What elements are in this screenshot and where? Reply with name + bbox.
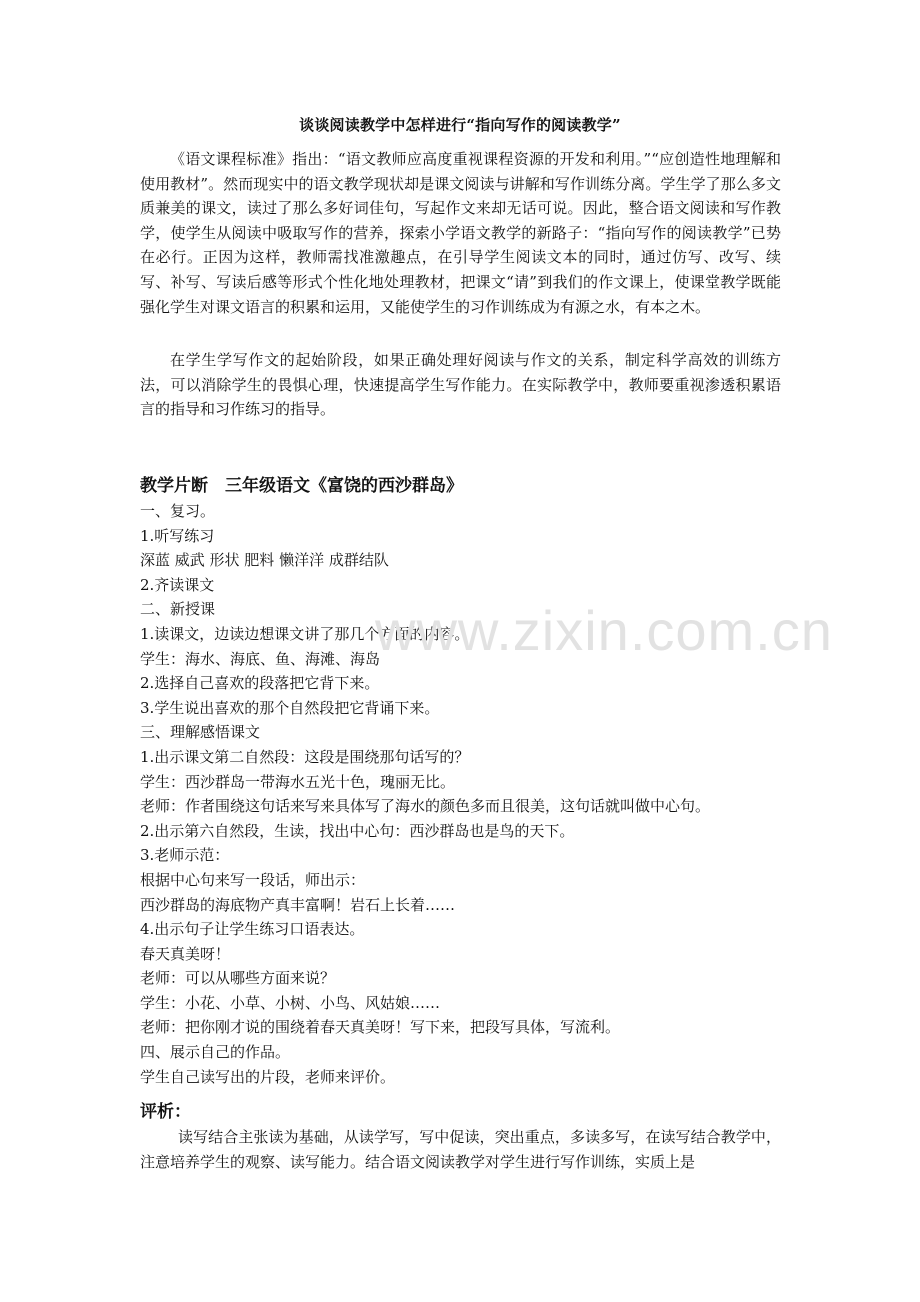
intro-paragraph-2: 在学生学写作文的起始阶段，如果正确处理好阅读与作文的关系，制定科学高效的训练方法，可以消除学生的畏惧心理，快速提高学生写作能力。在实际教学中，教师要重视渗透积累语言的指导和习作练习的指导。 [140,351,781,419]
lesson-line: 学生：小花、小草、小树、小鸟、风姑娘…… [140,993,441,1012]
lesson-line: 二、新授课 [140,600,216,619]
lesson-line: 老师：把你刚才说的围绕着春天真美呀！写下来，把段写具体，写流利。 [140,1018,621,1037]
lesson-line: 四、展示自己的作品。 [140,1043,291,1062]
lesson-line: 根据中心句来写一段话，师出示： [140,870,366,889]
document-title: 谈谈阅读教学中怎样进行“指向写作的阅读教学” [299,116,621,134]
lesson-line: 春天真美呀！ [140,944,231,963]
intro-paragraph-1: 《语文课程标准》指出：“语文教师应高度重视课程资源的开发和利用。”“应创造性地理解和使用教材”。然而现实中的语文教学现状却是课文阅读与讲解和写作训练分离。学生学了那么多文质兼美的课文，读过了那么多好词佳句，写起作文来却无话可说。因此，整合语文阅读和写作教学，使学生从阅读中吸取写作的营养，探索小学语文教学的新路子：“指向写作的阅读教学”已势在必行。正因为这样，教师需找准激趣点，在引导学生阅读文本的同时，通过仿写、改写、续写、补写、写读后感等形式个性化地处理教材，把课文“请”到我们的作文课上，使课堂教学既能强化学生对课文语言的积累和运用，又能使学生的习作训练成为有源之水，有本之木。 [140,150,781,316]
lesson-line: 西沙群岛的海底物产真丰富啊！岩石上长着…… [140,895,456,914]
lesson-lines [140,499,800,1089]
lesson-line: 一、复习。 [140,502,216,520]
analysis-paragraph: 读写结合主张读为基础，从读学写，写中促读，突出重点，多读多写，在读写结合教学中，注意培养学生的观察、读写能力。结合语文阅读教学对学生进行写作训练，实质上是 [140,1128,781,1171]
watermark: www.zixin.com.cn [375,599,833,662]
analysis-heading: 评析： [140,1102,191,1122]
lesson-line: 学生：海水、海底、鱼、海滩、海岛 [140,649,381,668]
lesson-line: 学生：西沙群岛一带海水五光十色，瑰丽无比。 [140,772,456,791]
lesson-line: 老师：作者围绕这句话来写来具体写了海水的颜色多而且很美，这句话就叫做中心句。 [140,797,711,816]
lesson-line: 3.老师示范： [140,846,230,865]
lesson-line: 3.学生说出喜欢的那个自然段把它背诵下来。 [140,698,440,717]
lesson-line: 学生自己读写出的片段，老师来评价。 [140,1067,396,1086]
lesson-line: 三、理解感悟课文 [140,723,261,742]
section-heading: 教学片断 三年级语文《富饶的西沙群岛》 [140,476,463,496]
lesson-line: 1.出示课文第二自然段：这段是围绕那句话写的？ [140,747,470,766]
lesson-line: 2.出示第六自然段，生读，找出中心句：西沙群岛也是鸟的天下。 [140,821,575,840]
lesson-line: 老师：可以从哪些方面来说？ [140,969,336,988]
lesson-line: 4.出示句子让学生练习口语表达。 [140,920,365,939]
lesson-line: 1.听写练习 [140,526,215,545]
lesson-line: 1.读课文，边读边想课文讲了那几个方面的内容。 [140,624,470,643]
lesson-line: 2.齐读课文 [140,575,215,594]
lesson-line: 2.选择自己喜欢的段落把它背下来。 [140,674,380,693]
lesson-line: 深蓝 威武 形状 肥料 懒洋洋 成群结队 [140,551,389,570]
